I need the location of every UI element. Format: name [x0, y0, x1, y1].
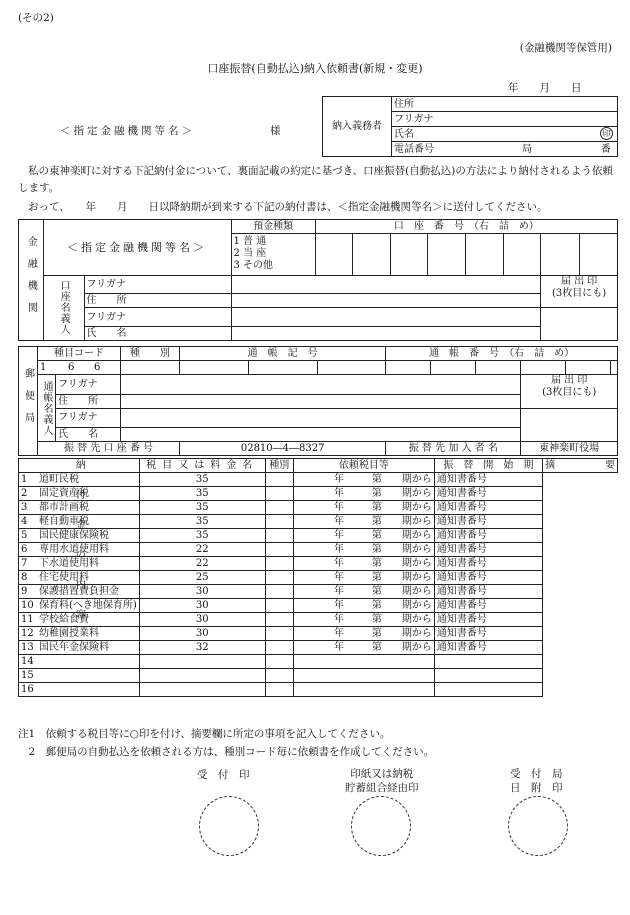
reception-stamp-circle[interactable] [199, 796, 259, 856]
deposit-type-options[interactable]: 1 普 通 2 当 座 3 その他 [231, 234, 315, 276]
obligor-name[interactable]: 氏名 印 [392, 127, 618, 142]
payment-item-cell[interactable]: 8 住宅使用料 [19, 571, 140, 585]
memo-cell[interactable]: 通知書番号 [434, 473, 542, 487]
copy-label: (金融機関等保管用) [519, 42, 612, 54]
payment-row[interactable] [19, 599, 618, 613]
type-header: 種 別 [121, 347, 180, 361]
start-period-header: 振 替 開 始 期 [434, 459, 542, 473]
requested-tax-cell[interactable] [265, 585, 293, 599]
type-code-value[interactable]: 1 6 6 [38, 361, 121, 375]
furigana-label: フリガナ [84, 275, 231, 294]
memo-cell[interactable]: 通知書番号 [434, 543, 542, 557]
payment-kind-cell: 25 [139, 571, 265, 585]
requested-tax-cell[interactable] [265, 529, 293, 543]
start-period-cell[interactable] [293, 669, 434, 683]
requested-tax-cell[interactable] [265, 543, 293, 557]
payment-kind-cell: 30 [139, 599, 265, 613]
payment-item-cell[interactable]: 15 [19, 669, 140, 683]
memo-cell[interactable]: 通知書番号 [434, 515, 542, 529]
obligor-phone[interactable]: 電話番号 局 番 [392, 142, 618, 157]
requested-tax-cell[interactable] [265, 599, 293, 613]
post-name-furigana-field[interactable] [121, 408, 521, 428]
payment-item-cell[interactable]: 3 都市計画税 [19, 501, 140, 515]
payment-row[interactable] [19, 557, 618, 571]
post-date-stamp-circle[interactable] [508, 796, 568, 856]
start-period-cell[interactable]: 年 第 期から [293, 473, 434, 487]
payment-row[interactable] [19, 669, 618, 683]
memo-cell[interactable]: 通知書番号 [434, 627, 542, 641]
requested-tax-cell[interactable] [265, 655, 293, 669]
reception-stamp-label: 受 付 印 [197, 769, 250, 781]
start-period-cell[interactable]: 年 第 期から [293, 641, 434, 655]
memo-cell[interactable]: 通知書番号 [434, 599, 542, 613]
kind-header: 種別 [265, 459, 293, 473]
intro-paragraph-1: 私の東神楽町に対する下記納付金について、裏面記載の約定に基づき、口座振替(自動払込)の方法により納付されるよう依頼します。 [18, 165, 613, 194]
requested-tax-cell[interactable] [265, 473, 293, 487]
payment-row[interactable] [19, 571, 618, 585]
payment-item-cell[interactable]: 2 固定資産税 [19, 487, 140, 501]
payment-row[interactable] [19, 683, 618, 697]
requested-tax-cell[interactable] [265, 641, 293, 655]
payment-item-cell[interactable]: 14 [19, 655, 140, 669]
account-digit[interactable] [353, 234, 391, 276]
payment-row[interactable] [19, 529, 618, 543]
post-address-furigana-field[interactable] [121, 375, 521, 395]
page-number: (その2) [18, 12, 54, 24]
payment-kind-cell [139, 655, 265, 669]
bank-section [18, 219, 618, 341]
date-line: 年 月 日 [508, 82, 582, 94]
deposit-type-header: 預金種類 [231, 220, 315, 234]
payment-kind-cell: 35 [139, 473, 265, 487]
holder-address-field[interactable] [231, 294, 541, 308]
payment-kind-cell [139, 669, 265, 683]
form-title: 口座振替(自動払込)納入依頼書(新規・変更) [207, 62, 423, 75]
start-period-cell[interactable]: 年 第 期から [293, 585, 434, 599]
memo-cell[interactable]: 通知書番号 [434, 501, 542, 515]
start-period-cell[interactable] [293, 683, 434, 697]
payment-item-cell[interactable]: 7 下水道使用料 [19, 557, 140, 571]
start-period-cell[interactable]: 年 第 期から [293, 571, 434, 585]
start-period-cell[interactable]: 年 第 期から [293, 613, 434, 627]
requested-tax-cell[interactable] [265, 557, 293, 571]
post-seal-box-lower[interactable] [521, 408, 618, 442]
bankbook-code-header: 通 帳 記 号 [180, 347, 386, 361]
requested-tax-cell[interactable] [265, 613, 293, 627]
account-digit[interactable] [315, 234, 353, 276]
bank-name-placeholder: ＜指定金融機関等名＞ [60, 125, 195, 137]
account-digit[interactable] [428, 234, 466, 276]
payment-item-cell[interactable]: 12 幼稚園授業料 [19, 627, 140, 641]
obligor-furigana[interactable]: フリガナ [392, 112, 618, 127]
note-2: 2 郵便局の自動払込を依頼される方は、種別コード毎に依頼書を作成してください。 [18, 746, 435, 758]
stamp-duty-label: 印紙又は納税 貯蓄組合経由印 [345, 768, 419, 794]
payment-item-cell[interactable]: 6 専用水道使用料 [19, 543, 140, 557]
furigana-label: フリガナ [56, 375, 121, 395]
note-1: 注1 依頼する税目等に○印を付け、摘要欄に所定の事項を記入してください。 [18, 728, 391, 740]
account-digit[interactable] [579, 234, 617, 276]
requested-tax-cell[interactable] [265, 501, 293, 515]
account-digit[interactable] [466, 234, 504, 276]
payment-row[interactable] [19, 487, 618, 501]
type-value[interactable] [121, 361, 180, 375]
post-date-stamp-label: 受 付 局 日 附 印 [510, 768, 563, 794]
bank-name-field[interactable]: ＜指定金融機関等名＞ [43, 220, 231, 276]
payment-row[interactable] [19, 501, 618, 515]
requested-tax-cell[interactable] [265, 487, 293, 501]
sama-label: 様 [270, 125, 281, 137]
seal-mark-icon: 印 [600, 127, 613, 140]
account-digit[interactable] [541, 234, 579, 276]
payment-row[interactable] [19, 627, 618, 641]
bank-side-label: 金融機関 [19, 220, 44, 341]
memo-cell[interactable]: 通知書番号 [434, 585, 542, 599]
start-period-cell[interactable]: 年 第 期から [293, 487, 434, 501]
post-name-field[interactable] [121, 428, 521, 442]
memo-cell[interactable]: 通知書番号 [434, 571, 542, 585]
payment-kind-cell: 35 [139, 501, 265, 515]
payment-item-cell[interactable]: 10 保育料(へき地保育所) [19, 599, 140, 613]
transfer-member-name: 東神楽町役場 [521, 442, 618, 456]
requested-tax-cell[interactable] [265, 571, 293, 585]
requested-tax-cell[interactable] [265, 669, 293, 683]
bankbook-number-digit[interactable] [521, 361, 566, 375]
stamp-duty-circle[interactable] [351, 796, 411, 856]
memo-cell[interactable] [434, 683, 542, 697]
requested-tax-cell[interactable] [265, 683, 293, 697]
holder-name-field[interactable] [231, 327, 541, 341]
registered-seal-box[interactable]: 届 出 印 (3枚目にも) [541, 275, 618, 308]
payment-row[interactable] [19, 585, 618, 599]
transfer-account-number: 02810―4―8327 [180, 442, 386, 456]
memo-cell[interactable] [434, 655, 542, 669]
payment-row[interactable] [19, 655, 618, 669]
start-period-cell[interactable] [293, 655, 434, 669]
start-period-cell[interactable]: 年 第 期から [293, 627, 434, 641]
payment-item-cell[interactable]: 9 保護措置費負担金 [19, 585, 140, 599]
memo-cell[interactable] [434, 669, 542, 683]
furigana-label: フリガナ [84, 308, 231, 327]
payment-kind-cell: 30 [139, 627, 265, 641]
furigana-label: フリガナ [56, 408, 121, 428]
transfer-member-label: 振 替 先 加 入 者 名 [386, 442, 521, 456]
bankbook-number-digit[interactable] [386, 361, 431, 375]
bankbook-number-digit[interactable] [431, 361, 476, 375]
name-label: 氏 名 [56, 428, 121, 442]
memo-cell[interactable]: 通知書番号 [434, 557, 542, 571]
payment-kind-cell: 30 [139, 585, 265, 599]
start-period-cell[interactable]: 年 第 期から [293, 501, 434, 515]
payment-item-cell[interactable]: 4 軽自動車税 [19, 515, 140, 529]
holder-name-furigana-field[interactable] [231, 308, 541, 327]
bankbook-code-digit[interactable] [317, 361, 386, 375]
account-number-header: 口 座 番 号 （右 詰 め） [315, 220, 617, 234]
payment-item-cell[interactable]: 13 国民年金保険料 [19, 641, 140, 655]
start-period-cell[interactable]: 年 第 期から [293, 515, 434, 529]
memo-cell[interactable]: 通知書番号 [434, 613, 542, 627]
obligor-address[interactable]: 住所 [392, 97, 618, 112]
type-code-header: 種目コード [38, 347, 121, 361]
name-label: 氏 名 [84, 327, 231, 341]
item-header: 税目又は料金名 [139, 459, 265, 473]
payment-row[interactable] [19, 613, 618, 627]
start-period-cell[interactable]: 年 第 期から [293, 543, 434, 557]
memo-cell[interactable]: 通知書番号 [434, 529, 542, 543]
obligor-box [322, 96, 618, 157]
payment-kind-cell: 35 [139, 529, 265, 543]
account-digit[interactable] [503, 234, 541, 276]
memo-cell[interactable]: 通知書番号 [434, 487, 542, 501]
payment-row[interactable] [19, 641, 618, 655]
post-section [18, 346, 618, 456]
payment-item-cell[interactable]: 5 国民健康保険税 [19, 529, 140, 543]
start-period-cell[interactable]: 年 第 期から [293, 557, 434, 571]
obligor-label: 納入義務者 [323, 97, 392, 157]
post-address-field[interactable] [121, 394, 521, 408]
payment-row[interactable] [19, 473, 618, 487]
seal-box-lower[interactable] [541, 308, 618, 341]
start-period-cell[interactable]: 年 第 期から [293, 599, 434, 613]
payment-kind-cell: 30 [139, 613, 265, 627]
payment-item-cell[interactable]: 16 [19, 683, 140, 697]
transfer-account-label: 振 替 先 口 座 番 号 [38, 442, 180, 456]
bankbook-number-digit[interactable] [476, 361, 521, 375]
payments-side-label: 納付金の内容 [19, 459, 140, 473]
requested-tax-cell[interactable] [265, 515, 293, 529]
account-digit[interactable] [390, 234, 428, 276]
address-label: 住 所 [84, 294, 231, 308]
holder-address-furigana-field[interactable] [231, 275, 541, 294]
start-period-cell[interactable]: 年 第 期から [293, 529, 434, 543]
payment-kind-cell: 32 [139, 641, 265, 655]
post-side-label: 郵便局 [19, 347, 38, 456]
bankbook-code-digit[interactable] [180, 361, 249, 375]
bankbook-number-digit[interactable] [611, 361, 618, 375]
bankbook-holder-label: 通帳名義人 [38, 375, 56, 442]
bankbook-number-digit[interactable] [566, 361, 611, 375]
address-label: 住 所 [56, 394, 121, 408]
intro-paragraph-2: おって、 年 月 日以降納期が到来する下記の納付書は、＜指定金融機関等名＞に送付してください。 [28, 201, 548, 213]
account-holder-label: 口座名義人 [43, 275, 84, 340]
memo-cell[interactable]: 通知書番号 [434, 641, 542, 655]
payment-item-cell[interactable]: 1 道町民税 [19, 473, 140, 487]
payment-contents-table [18, 458, 618, 697]
payment-item-cell[interactable]: 11 学校給食費 [19, 613, 140, 627]
bankbook-code-digit[interactable] [248, 361, 317, 375]
payment-kind-cell: 35 [139, 515, 265, 529]
payment-kind-cell: 35 [139, 487, 265, 501]
bankbook-number-header: 通 帳 番 号 （右 詰 め） [386, 347, 618, 361]
requested-tax-cell[interactable] [265, 627, 293, 641]
payment-kind-cell: 22 [139, 557, 265, 571]
payment-kind-cell: 22 [139, 543, 265, 557]
payment-row[interactable] [19, 543, 618, 557]
payment-kind-cell [139, 683, 265, 697]
post-registered-seal-box[interactable]: 届 出 印 (3枚目にも) [521, 375, 618, 409]
payment-row[interactable] [19, 515, 618, 529]
memo-header: 摘 要 [543, 459, 618, 473]
requested-tax-header: 依頼税目等 [293, 459, 434, 473]
